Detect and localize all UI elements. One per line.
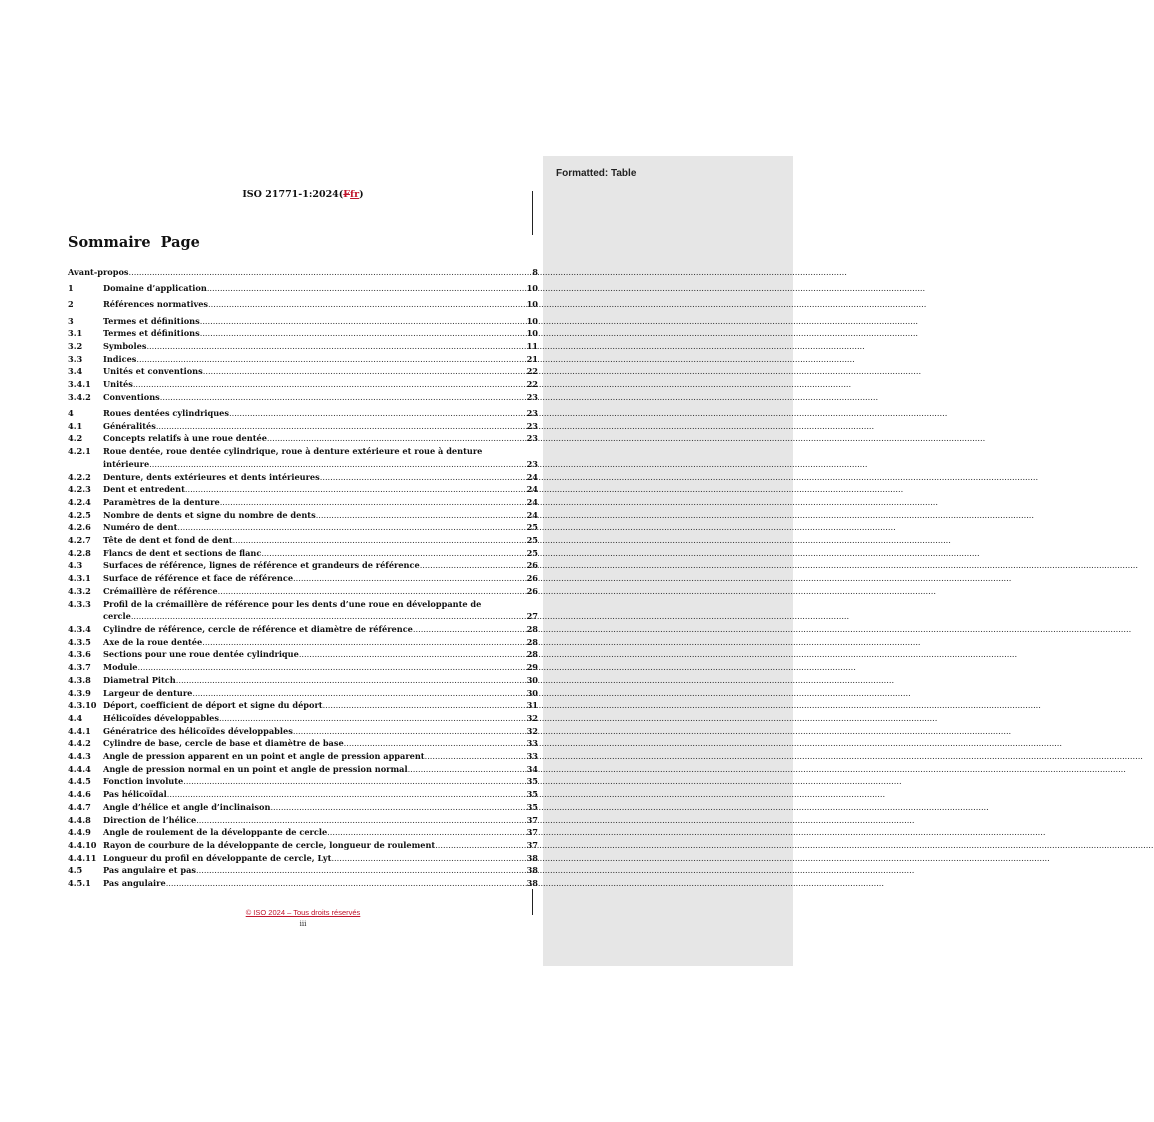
toc-page-number: 35 — [526, 801, 538, 812]
toc-dot-leader — [219, 712, 526, 725]
toc-page-number: 35 — [526, 776, 538, 787]
toc-number: 4.3.3 — [68, 598, 91, 609]
toc-page-number: 30 — [526, 687, 538, 698]
toc-title: Roues dentées cylindriques — [103, 408, 229, 419]
toc-entry[interactable] — [68, 648, 538, 661]
toc-entry[interactable] — [68, 496, 538, 509]
toc-number: 4.4.4 — [68, 763, 91, 774]
toc-title: Cylindre de référence, cercle de référence et diamètre de référence — [103, 623, 413, 634]
toc-number: 4 — [68, 408, 74, 419]
toc-dot-leader — [183, 775, 525, 788]
toc-number: 4.3.7 — [68, 662, 91, 673]
toc-dot-leader — [229, 407, 526, 420]
toc-title: Rayon de courbure de la développante de cercle, longueur de roulement — [103, 839, 436, 850]
toc-page-number: 26 — [526, 573, 538, 584]
toc-title: Angle d’hélice et angle d’inclinaison — [103, 801, 271, 812]
toc-page-number: 35 — [526, 789, 538, 800]
toc-number: 4.2.6 — [68, 522, 91, 533]
toc-dot-leader — [146, 340, 525, 353]
header-deleted-text: F — [343, 189, 351, 200]
toc-dot-leader — [138, 661, 526, 674]
toc-page-number: 34 — [526, 763, 538, 774]
toc-number: 4.4.2 — [68, 738, 91, 749]
toc-number: 4.4.11 — [68, 852, 97, 863]
toc-entry[interactable] — [68, 585, 538, 598]
toc-title: Termes et définitions — [103, 315, 200, 326]
toc-title: Tête de dent et fond de dent — [103, 535, 233, 546]
toc-number: 4.4.6 — [68, 789, 91, 800]
toc-number: 4.4.5 — [68, 776, 91, 787]
toc-dot-leader — [166, 877, 526, 890]
toc-page-number: 38 — [526, 878, 538, 889]
toc-page-number: 23 — [526, 420, 538, 431]
formatted-table-comment[interactable]: Formatted: Table — [556, 168, 637, 179]
toc-entry[interactable] — [68, 826, 538, 839]
toc-title: Génératrice des hélicoïdes développables — [103, 725, 293, 736]
toc-dot-leader — [177, 521, 525, 534]
toc-number: 4.3.4 — [68, 623, 91, 634]
toc-page-number: 24 — [526, 484, 538, 495]
toc-dot-leader — [167, 788, 526, 801]
toc-entry[interactable] — [68, 282, 538, 295]
toc-title: Profil de la crémaillère de référence pour les dents d’une roue en développante de — [103, 598, 482, 609]
toc-dot-leader — [136, 353, 525, 366]
toc-page-number: 25 — [526, 547, 538, 558]
toc-page-number: 37 — [526, 827, 538, 838]
toc-title: Dent et entredent — [103, 484, 185, 495]
toc-dot-leader — [320, 471, 526, 484]
toc-number: 4.3.1 — [68, 573, 91, 584]
toc-page-number: 10 — [526, 328, 538, 339]
toc-page-number: 21 — [526, 353, 538, 364]
toc-title: Angle de pression apparent en un point et angle de pression apparent — [103, 751, 425, 762]
toc-number: 3.2 — [68, 341, 83, 352]
toc-entry[interactable] — [68, 814, 538, 827]
toc-title: Fonction involute — [103, 776, 184, 787]
toc-title: Conventions — [103, 391, 160, 402]
toc-dot-leader — [200, 315, 526, 328]
table-of-contents — [68, 266, 538, 890]
title-sommaire: Sommaire — [68, 234, 151, 251]
toc-number: 4.5 — [68, 865, 83, 876]
toc-entry[interactable] — [68, 365, 538, 378]
toc-page-number: 29 — [526, 662, 538, 673]
toc-number: 3.4.1 — [68, 379, 91, 390]
toc-entry[interactable] — [68, 839, 538, 852]
toc-dot-leader — [202, 636, 525, 649]
toc-dot-leader — [156, 420, 526, 433]
toc-page-number: 24 — [526, 471, 538, 482]
change-bar — [532, 191, 533, 235]
header-close: ) — [359, 189, 364, 200]
toc-title: Surface de référence et face de référence — [103, 573, 294, 584]
toc-dot-leader — [299, 648, 526, 661]
toc-page-number: 22 — [526, 379, 538, 390]
toc-dot-leader — [293, 725, 526, 738]
toc-entry[interactable] — [68, 775, 538, 788]
title-page: Page — [160, 234, 200, 251]
toc-entry[interactable] — [68, 559, 538, 572]
toc-title: Largeur de denture — [103, 687, 193, 698]
toc-number: 4.3 — [68, 560, 83, 571]
toc-dot-leader — [131, 610, 526, 623]
toc-entry[interactable] — [68, 471, 538, 484]
toc-number: 4.2.1 — [68, 446, 91, 457]
toc-title: Cylindre de base, cercle de base et diamètre de base — [103, 738, 344, 749]
toc-dot-leader — [344, 737, 526, 750]
toc-title: Unités — [103, 379, 133, 390]
toc-dot-leader — [176, 674, 526, 687]
toc-entry[interactable] — [68, 327, 538, 340]
toc-number: 4.3.8 — [68, 674, 91, 685]
toc-number: 3.3 — [68, 353, 83, 364]
toc-dot-leader — [420, 559, 526, 572]
toc-number: 3.4.2 — [68, 391, 91, 402]
toc-number: 4.4.7 — [68, 801, 91, 812]
toc-page-number: 26 — [526, 560, 538, 571]
toc-title: Angle de roulement de la développante de cercle — [103, 827, 328, 838]
toc-page-number: 37 — [526, 839, 538, 850]
toc-dot-leader — [293, 572, 526, 585]
toc-title: Module — [103, 662, 138, 673]
toc-number: 4.2.3 — [68, 484, 91, 495]
toc-number: 4.2.4 — [68, 496, 91, 507]
toc-title: Numéro de dent — [103, 522, 178, 533]
toc-entry[interactable] — [68, 353, 538, 366]
toc-page-number: 33 — [526, 738, 538, 749]
toc-number: 4.4.3 — [68, 751, 91, 762]
toc-dot-leader — [192, 687, 525, 700]
toc-number: 3.4 — [68, 366, 83, 377]
toc-dot-leader — [316, 509, 526, 522]
toc-entry[interactable] — [68, 521, 538, 534]
document-header — [68, 189, 538, 200]
toc-page-number: 25 — [526, 535, 538, 546]
toc-page-number: 25 — [526, 522, 538, 533]
toc-entry[interactable] — [68, 407, 538, 420]
toc-entry[interactable] — [68, 432, 538, 445]
toc-number: 4.2.7 — [68, 535, 91, 546]
toc-dot-leader — [261, 547, 525, 560]
toc-title: Angle de pression normal en un point et angle de pression normal — [103, 763, 408, 774]
toc-dot-leader — [218, 585, 526, 598]
toc-title: Nombre de dents et signe du nombre de dents — [103, 509, 316, 520]
toc-entry[interactable] — [68, 483, 538, 496]
toc-number: 4.1 — [68, 420, 83, 431]
toc-page-number: 11 — [526, 341, 538, 352]
toc-page-number: 38 — [526, 852, 538, 863]
toc-page-number: 22 — [526, 366, 538, 377]
toc-entry[interactable] — [68, 737, 538, 750]
toc-page-number: 32 — [526, 712, 538, 723]
toc-number: 4.4.8 — [68, 814, 91, 825]
toc-entry[interactable] — [68, 266, 538, 279]
toc-dot-leader — [208, 298, 526, 311]
page-title — [68, 234, 200, 251]
toc-entry[interactable] — [68, 623, 538, 636]
toc-title: Roue dentée, roue dentée cylindrique, roue à denture extérieure et roue à denture — [103, 446, 483, 457]
toc-entry[interactable] — [68, 420, 538, 433]
toc-entry[interactable] — [68, 712, 538, 725]
toc-page-number: 23 — [526, 391, 538, 402]
toc-entry[interactable] — [68, 877, 538, 890]
toc-dot-leader — [149, 458, 525, 471]
toc-entry[interactable] — [68, 699, 538, 712]
toc-dot-leader — [129, 266, 532, 279]
toc-number: 4.3.2 — [68, 585, 91, 596]
toc-dot-leader — [185, 483, 526, 496]
toc-title: Surfaces de référence, lignes de référence et grandeurs de référence — [103, 560, 420, 571]
toc-entry[interactable] — [68, 750, 538, 763]
toc-title: Pas hélicoïdal — [103, 789, 167, 800]
toc-page-number: 10 — [526, 315, 538, 326]
toc-dot-leader — [196, 814, 525, 827]
toc-page-number: 23 — [526, 458, 538, 469]
toc-entry[interactable] — [68, 788, 538, 801]
toc-entry[interactable] — [68, 864, 538, 877]
toc-entry[interactable] — [68, 674, 538, 687]
toc-entry[interactable] — [68, 636, 538, 649]
toc-dot-leader — [133, 378, 526, 391]
toc-dot-leader — [331, 852, 525, 865]
toc-entry[interactable] — [68, 298, 538, 311]
toc-title: Concepts relatifs à une roue dentée — [103, 433, 267, 444]
toc-page-number: 30 — [526, 674, 538, 685]
header-standard: ISO 21771-1:2024( — [242, 189, 344, 200]
toc-dot-leader — [413, 623, 526, 636]
toc-number: Avant-propos — [68, 267, 129, 277]
toc-dot-leader — [267, 432, 526, 445]
toc-dot-leader — [160, 391, 526, 404]
toc-entry[interactable] — [68, 509, 538, 522]
toc-number: 4.3.5 — [68, 636, 91, 647]
toc-title: Déport, coefficient de déport et signe du déport — [103, 700, 323, 711]
toc-dot-leader — [196, 864, 526, 877]
toc-number: 4.3.9 — [68, 687, 91, 698]
toc-title: Denture, dents extérieures et dents intérieures — [103, 471, 320, 482]
toc-dot-leader — [200, 327, 526, 340]
toc-title: Crémaillère de référence — [103, 585, 218, 596]
toc-title: Symboles — [103, 341, 147, 352]
toc-number: 4.3.6 — [68, 649, 91, 660]
toc-number: 4.3.10 — [68, 700, 97, 711]
toc-entry[interactable] — [68, 534, 538, 547]
toc-dot-leader — [207, 282, 526, 295]
toc-dot-leader — [220, 496, 526, 509]
toc-number: 3 — [68, 315, 74, 326]
toc-title: Sections pour une roue dentée cylindrique — [103, 649, 299, 660]
toc-number: 2 — [68, 299, 74, 310]
toc-entry[interactable] — [68, 852, 538, 865]
toc-title: Longueur du profil en développante de cercle, Lyt — [103, 852, 332, 863]
toc-page-number: 27 — [526, 611, 538, 622]
toc-entry[interactable] — [68, 598, 538, 623]
toc-title: Paramètres de la denture — [103, 496, 220, 507]
toc-page-number: 31 — [526, 700, 538, 711]
toc-dot-leader — [435, 839, 525, 852]
toc-page-number: 38 — [526, 865, 538, 876]
toc-entry[interactable] — [68, 547, 538, 560]
toc-entry[interactable] — [68, 661, 538, 674]
toc-page-number: 10 — [526, 283, 538, 294]
toc-number: 3.1 — [68, 328, 83, 339]
toc-title: Axe de la roue dentée — [103, 636, 203, 647]
toc-entry[interactable] — [68, 445, 538, 470]
toc-page-number: 10 — [526, 299, 538, 310]
toc-title: Pas angulaire et pas — [103, 865, 197, 876]
toc-dot-leader — [203, 365, 526, 378]
toc-title: Références normatives — [103, 299, 209, 310]
toc-title: Généralités — [103, 420, 156, 431]
toc-entry[interactable] — [68, 315, 538, 328]
toc-entry[interactable] — [68, 801, 538, 814]
toc-page-number: 28 — [526, 649, 538, 660]
toc-entry[interactable] — [68, 763, 538, 776]
toc-number: 1 — [68, 283, 74, 294]
toc-title-continuation: intérieure — [103, 458, 150, 469]
toc-dot-leader — [323, 699, 526, 712]
toc-entry[interactable] — [68, 725, 538, 738]
toc-entry[interactable] — [68, 378, 538, 391]
toc-dot-leader — [233, 534, 526, 547]
copyright-link[interactable]: © ISO 2024 – Tous droits réservés — [245, 908, 361, 917]
toc-page-number: 28 — [526, 623, 538, 634]
toc-title: Termes et définitions — [103, 328, 200, 339]
toc-page-number: 28 — [526, 636, 538, 647]
toc-entry[interactable] — [68, 687, 538, 700]
toc-number: 4.2.2 — [68, 471, 91, 482]
toc-page-number: 33 — [526, 751, 538, 762]
toc-number: 4.2.5 — [68, 509, 91, 520]
toc-page-number: 24 — [526, 509, 538, 520]
toc-page-number: 26 — [526, 585, 538, 596]
toc-page-number: 24 — [526, 496, 538, 507]
toc-title: Pas angulaire — [103, 878, 166, 889]
toc-page-number: 23 — [526, 408, 538, 419]
toc-title: Unités et conventions — [103, 366, 203, 377]
toc-number: 4.4.10 — [68, 839, 97, 850]
toc-number: 4.2 — [68, 433, 83, 444]
toc-dot-leader — [327, 826, 525, 839]
toc-page-number: 23 — [526, 433, 538, 444]
toc-page-number: 32 — [526, 725, 538, 736]
page-number: iii — [299, 920, 307, 928]
toc-number: 4.4 — [68, 712, 83, 723]
toc-dot-leader — [270, 801, 525, 814]
toc-title: Indices — [103, 353, 137, 364]
toc-entry[interactable] — [68, 340, 538, 353]
header-inserted-text: fr — [350, 189, 360, 200]
toc-entry[interactable] — [68, 391, 538, 404]
toc-page-number: 37 — [526, 814, 538, 825]
toc-title: Domaine d’application — [103, 283, 207, 294]
toc-dot-leader — [425, 750, 526, 763]
toc-number: 4.4.1 — [68, 725, 91, 736]
toc-number: 4.4.9 — [68, 827, 91, 838]
toc-page-number: 8 — [532, 267, 538, 277]
toc-title: Flancs de dent et sections de flanc — [103, 547, 262, 558]
toc-title: Hélicoïdes développables — [103, 712, 219, 723]
toc-dot-leader — [408, 763, 526, 776]
toc-title-continuation: cercle — [103, 611, 131, 622]
toc-title: Direction de l’hélice — [103, 814, 197, 825]
toc-number: 4.2.8 — [68, 547, 91, 558]
toc-title: Diametral Pitch — [103, 674, 176, 685]
toc-entry[interactable] — [68, 572, 538, 585]
toc-number: 4.5.1 — [68, 878, 91, 889]
